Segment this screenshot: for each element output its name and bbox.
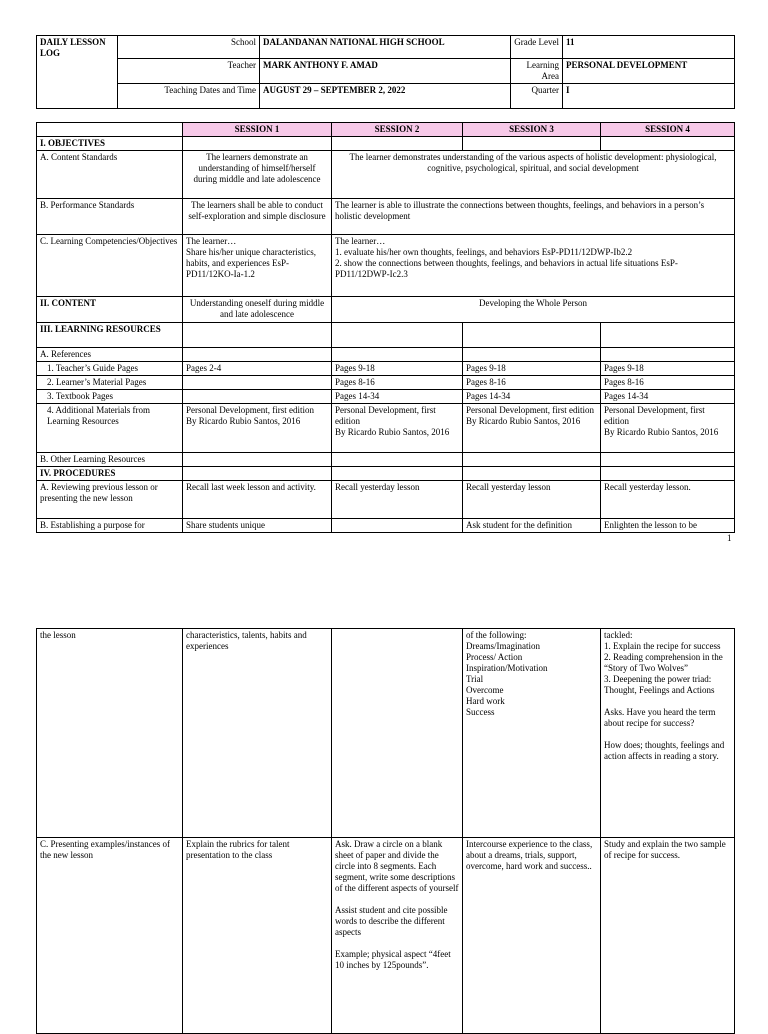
tb-s3: Pages 14-34: [463, 390, 601, 404]
purpose-s1-part2: characteristics, talents, habits and experiences: [183, 629, 332, 838]
performance-standards-rest: The learner is able to illustrate the connections between thoughts, feelings, and behaviors in a person’s holistic development: [332, 199, 735, 235]
tg-s4: Pages 9-18: [601, 362, 735, 376]
presenting-examples-s4: Study and explain the two sample of recipe for success.: [601, 838, 735, 1034]
quarter-label: Quarter: [511, 84, 563, 109]
purpose-label-part2: the lesson: [37, 629, 183, 838]
dll-title: DAILY LESSON LOG: [37, 36, 118, 109]
review-s2: Recall yesterday lesson: [332, 481, 463, 519]
tb-s4: Pages 14-34: [601, 390, 735, 404]
session-2-header: SESSION 2: [332, 123, 463, 137]
other-resources-label: B. Other Learning Resources: [37, 453, 183, 467]
competencies-label: C. Learning Competencies/Objectives: [37, 235, 183, 297]
additional-materials-s2: Personal Development, first edition By Ricardo Rubio Santos, 2016: [332, 404, 463, 453]
lm-s2: Pages 8-16: [332, 376, 463, 390]
content-standards-s1: The learners demonstrate an understanding of himself/herself during middle and late adolescence: [183, 151, 332, 199]
lesson-table-page1: [36, 122, 735, 533]
dates-label: Teaching Dates and Time: [118, 84, 260, 109]
purpose-s1-part1: Share students unique: [183, 519, 332, 533]
tg-s1: Pages 2-4: [183, 362, 332, 376]
lm-label: 2. Learner’s Material Pages: [37, 376, 183, 390]
presenting-examples-s1: Explain the rubrics for talent presentation to the class: [183, 838, 332, 1034]
purpose-s4-part1: Enlighten the lesson to be: [601, 519, 735, 533]
grade-label: Grade Level: [511, 36, 563, 59]
competencies-rest: The learner… 1. evaluate his/her own thoughts, feelings, and behaviors EsP-PD11/12DWP-Ib2.2 2. show the connections between thoughts, feelings, and behaviors in actual life situations EsP-PD11/12DWP-Ic2.3: [332, 235, 735, 297]
tg-s2: Pages 9-18: [332, 362, 463, 376]
review-label: A. Reviewing previous lesson or presenting the new lesson: [37, 481, 183, 519]
purpose-label-part1: B. Establishing a purpose for: [37, 519, 183, 533]
tb-label: 3. Textbook Pages: [37, 390, 183, 404]
quarter-value: I: [563, 84, 735, 109]
additional-materials-s4: Personal Development, first edition By Ricardo Rubio Santos, 2016: [601, 404, 735, 453]
dates-value: AUGUST 29 – SEPTEMBER 2, 2022: [260, 84, 511, 109]
performance-standards-s1: The learners shall be able to conduct self-exploration and simple disclosure: [183, 199, 332, 235]
tb-s1: [183, 390, 332, 404]
review-s4: Recall yesterday lesson.: [601, 481, 735, 519]
content-heading: II. CONTENT: [37, 297, 183, 323]
lm-s4: Pages 8-16: [601, 376, 735, 390]
area-label: Learning Area: [511, 59, 563, 84]
purpose-s3-part2: of the following: Dreams/Imagination Process/ Action Inspiration/Motivation Trial Overcome Hard work Success: [463, 629, 601, 838]
lm-s3: Pages 8-16: [463, 376, 601, 390]
objectives-heading: I. OBJECTIVES: [37, 137, 183, 151]
teacher-value: MARK ANTHONY F. AMAD: [260, 59, 511, 84]
header-table: [36, 35, 735, 109]
lm-s1: [183, 376, 332, 390]
session-3-header: SESSION 3: [463, 123, 601, 137]
content-standards-label: A. Content Standards: [37, 151, 183, 199]
competencies-s1: The learner… Share his/her unique characteristics, habits, and experiences EsP-PD11/12KO-Ia-1.2: [183, 235, 332, 297]
presenting-examples-s3: Intercourse experience to the class, about a dreams, trials, support, overcome, hard work and success..: [463, 838, 601, 1034]
presenting-examples-s2: Ask. Draw a circle on a blank sheet of paper and divide the circle into 8 segments. Each segment, write some descriptions of the different aspects of yourself Assist student and cite possible words to describe the different aspects Example; physical aspect “4feet 10 inches by 125pounds”.: [332, 838, 463, 1034]
teacher-label: Teacher: [118, 59, 260, 84]
school-value: DALANDANAN NATIONAL HIGH SCHOOL: [260, 36, 511, 59]
additional-materials-s1: Personal Development, first edition By Ricardo Rubio Santos, 2016: [183, 404, 332, 453]
school-label: School: [118, 36, 260, 59]
procedures-heading: IV. PROCEDURES: [37, 467, 183, 481]
additional-materials-label: 4. Additional Materials from Learning Resources: [37, 404, 183, 453]
session-4-header: SESSION 4: [601, 123, 735, 137]
area-value: PERSONAL DEVELOPMENT: [563, 59, 735, 84]
presenting-examples-label: C. Presenting examples/instances of the new lesson: [37, 838, 183, 1034]
grade-value: 11: [563, 36, 735, 59]
purpose-s3-part1: Ask student for the definition: [463, 519, 601, 533]
performance-standards-label: B. Performance Standards: [37, 199, 183, 235]
review-s1: Recall last week lesson and activity.: [183, 481, 332, 519]
tg-label: 1. Teacher’s Guide Pages: [37, 362, 183, 376]
purpose-s4-part2: tackled: 1. Explain the recipe for success 2. Reading comprehension in the “Story of Two Wolves” 3. Deepening the power triad: Thought, Feelings and Actions Asks. Have you heard the term about recipe for success? How does; thoughts, feelings and action affects in reading a story.: [601, 629, 735, 838]
session-1-header: SESSION 1: [183, 123, 332, 137]
tg-s3: Pages 9-18: [463, 362, 601, 376]
additional-materials-s3: Personal Development, first edition By Ricardo Rubio Santos, 2016: [463, 404, 601, 453]
content-standards-rest: The learner demonstrates understanding of the various aspects of holistic development: physiological, cognitive, psychological, spiritual, and social development: [332, 151, 735, 199]
review-s3: Recall yesterday lesson: [463, 481, 601, 519]
page-number: 1: [727, 533, 732, 543]
purpose-s2-part2: [332, 629, 463, 838]
tb-s2: Pages 14-34: [332, 390, 463, 404]
references-label: A. References: [37, 348, 183, 362]
lesson-table-page2: [36, 628, 735, 1034]
resources-heading: III. LEARNING RESOURCES: [37, 323, 183, 348]
content-s1: Understanding oneself during middle and late adolescence: [183, 297, 332, 323]
content-rest: Developing the Whole Person: [332, 297, 735, 323]
